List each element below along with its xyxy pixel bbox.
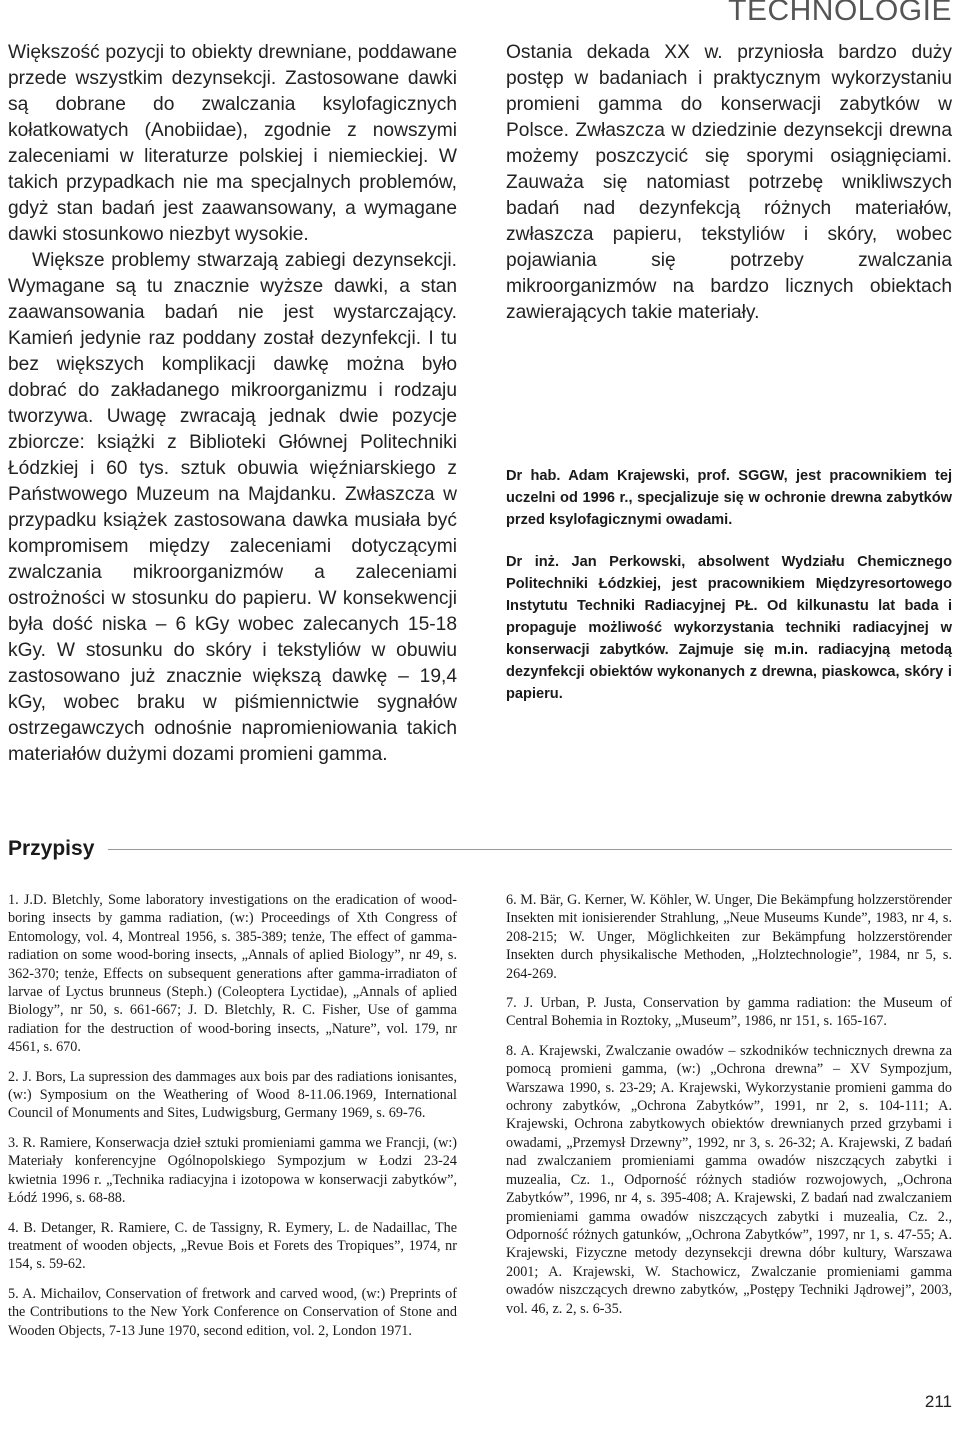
footnotes-heading: Przypisy xyxy=(8,833,100,865)
body-column-left xyxy=(8,40,457,768)
divider xyxy=(108,849,952,850)
footnotes-header xyxy=(8,833,952,865)
footnote: 3. R. Ramiere, Konserwacja dzieł sztuki promieniami gamma we Francji, (w:) Materiały konferencyjne Ogólnopolskiego Sympozjum w Łodzi 23-24 kwietnia 1996 r. „Technika radiacyjna i izotopowa w konserwacji zabytków”, Łódź 1996, s. 68-88. xyxy=(8,1134,457,1207)
paragraph: Większość pozycji to obiekty drewniane, poddawane przede wszystkim dezynsekcji. Zastosowane dawki są dobrane do zwalczania ksylofagicznych kołatkowatych (Anobiidae), zgodnie z nowszymi zaleceniami w literaturze polskiej i niemieckiej. W takich przypadkach nie ma specjalnych problemów, gdyż stan badań jest zaawansowany, a wymagane dawki stosunkowo niezbyt wysokie. xyxy=(8,42,457,245)
footnote: 5. A. Michailov, Conservation of fretwork and carved wood, (w:) Preprints of the Contributions to the New York Conference on Conservation of Stone and Wooden Objects, 7-13 June 1970, second edition, vol. 2, London 1971. xyxy=(8,1285,457,1339)
footnotes-column-left xyxy=(8,891,457,1351)
section-tag: TECHNOLOGIE xyxy=(728,0,952,27)
author-bio-perkowski: Dr inż. Jan Perkowski, absolwent Wydziału Chemicznego Politechniki Łódzkiej, jest pracownikiem Międzyresortowego Instytutu Techniki Radiacyjnej PŁ. Od kilkunastu lat bada i propaguje możliwość wykorzystania techniki radiacyjnej w konserwacji zabytków. Zajmuje się m.in. radiacyjną metodą dezynfekcji obiektów wykonanych z drewna, piaskowca, skóry i papieru. xyxy=(506,554,952,702)
footnote: 2. J. Bors, La supression des dammages aux bois par des radiations ionisantes, (w:) Symposium on the Weathering of Wood 8-11.06.1969, International Council of Monuments and Sites, Ludwigsburg, Germany 1969, s. 69-76. xyxy=(8,1068,457,1122)
footnote: 7. J. Urban, P. Justa, Conservation by gamma radiation: the Museum of Central Bohemia in Roztoky, „Museum”, 1986, nr 151, s. 165-167. xyxy=(506,995,952,1030)
paragraph: Ostania dekada XX w. przyniosła bardzo duży postęp w badaniach i praktycznym wykorzystaniu promieni gamma do konserwacji zabytków w Polsce. Zwłaszcza w dziedzinie dezynsekcji drewna możemy poszczycić się sporymi osiągnięciami. Zauważa się natomiast potrzebę wnikliwszych badań nad dezynfekcją różnych materiałów, zwłaszcza papieru, tekstyliów i skóry, wobec pojawiania się potrzeby zwalczania mikroorganizmów na bardzo licznych obiektach zawierających takie materiały. xyxy=(506,42,952,323)
page-number: 211 xyxy=(924,1392,952,1411)
footnote: 8. A. Krajewski, Zwalczanie owadów – szkodników technicznych drewna za pomocą promieni gamma, (w:) „Ochrona drewna” – XV Sympozjum, Warszawa 1990, s. 23-29; A. Krajewski, Wykorzystanie promieni gamma do ochrony zabytków, „Ochrona Zabytków”, 1991, nr 2, s. 104-111; A. Krajewski, Ochrona zabytkowych obiektów drewnianych przed grzybami i owadami, „Przemysł Drzewny”, 1992, nr 3, s. 26-32; A. Krajewski, Z badań nad zwalczaniem promieniami gamma owadów niszczących zabytki i muzealia, Cz. 1., Odporność różnych stadiów rozwojowych, „Ochrona Zabytków”, 1996, nr 4, s. 395-408; A. Krajewski, Z badań nad zwalczaniem promieniami gamma owadów niszczących zabytki i muzealia, Cz. 2., Odporność różnych gatunków, „Ochrona Zabytków”, 1997, nr 1, s. 47-55; A. Krajewski, Fizyczne metody dezynsekcji drewna dóbr kultury, Warszawa 2001; A. Krajewski, W. Stachowicz, Zwalczanie promieniami gamma owadów niszczących drewno zabytków, „Postępy Techniki Jądrowej”, 2003, vol. 46, z. 2, s. 6-35. xyxy=(506,1042,952,1317)
body-column-right xyxy=(506,40,952,326)
footnote: 1. J.D. Bletchly, Some laboratory investigations on the eradication of wood-boring insects by gamma radiation, (w:) Proceedings of Xth Congress of Entomology, vol. 4, Montreal 1956, s. 385-389; tenże, The effect of gamma-radiation on some wood-boring insects, „Annals of aplied Biology”, nr 49, s. 362-370; tenże, Effects on subsequent generations after gamma-irradiaton of larvae of Lyctus brunneus (Steph.) (Coleoptera Lyctidae), „Annals of aplied Biology”, nr 50, s. 661-667; J. D. Bletchly, R. C. Fisher, Use of gamma radiation for the destruction of wood-boring insects, „Nature”, vol. 179, nr 4561, s. 670. xyxy=(8,892,457,1056)
footnotes-column-right xyxy=(506,891,952,1329)
footnote: 6. M. Bär, G. Kerner, W. Köhler, W. Unger, Die Bekämpfung holzzerstörender Insekten mit ionisierender Strahlung, „Neue Museums Kunde”, 1983, nr 4, s. 208-215; W. Unger, Möglichkeiten zur Bekämpfung holzzerstörender Insekten durch physikalische Methoden, „Holztechnologie”, 1984, nr 5, s. 264-269. xyxy=(506,892,952,982)
footnote: 4. B. Detanger, R. Ramiere, C. de Tassigny, R. Eymery, L. de Nadaillac, The treatment of wooden objects, „Revue Bois et Forets des Tropiques”, 1974, nr 154, s. 59-62. xyxy=(8,1219,457,1273)
paragraph: Większe problemy stwarzają zabiegi dezynsekcji. Wymagane są tu znacznie wyższe dawki, a stan zaawansowania badań nie jest wystarczający. Kamień jedynie raz poddany został dezynfekcji. I tu bez większych komplikacji dawkę można było dobrać do zakładanego mikroorganizmu i rodzaju tworzywa. Uwagę zwracają jednak dwie pozycje zbiorcze: książki z Biblioteki Głównej Politechniki Łódzkiej i 60 tys. sztuk obuwia więźniarskiego z Państwowego Muzeum na Majdanku. Zwłaszcza w przypadku książek zastosowana dawka musiała być kompromisem między zaleceniami dotyczącymi zwalczania mikroorganizmów a zaleceniami ostrożności w stosunku do papieru. W konsekwencji była dość niska – 6 kGy wobec zalecanych 15-18 kGy. W stosunku do skóry i tekstyliów w obuwiu zastosowano już znacznie większą dawkę – 19,4 kGy, wobec braku w piśmiennictwie sygnałów ostrzegawczych odnośnie napromieniowania takich materiałów dużymi dozami promieni gamma. xyxy=(8,250,457,765)
author-bio-krajewski: Dr hab. Adam Krajewski, prof. SGGW, jest pracownikiem tej uczelni od 1996 r., specjalizuje się w ochronie drewna zabytków przed ksylofagicznymi owadami. xyxy=(506,468,952,528)
